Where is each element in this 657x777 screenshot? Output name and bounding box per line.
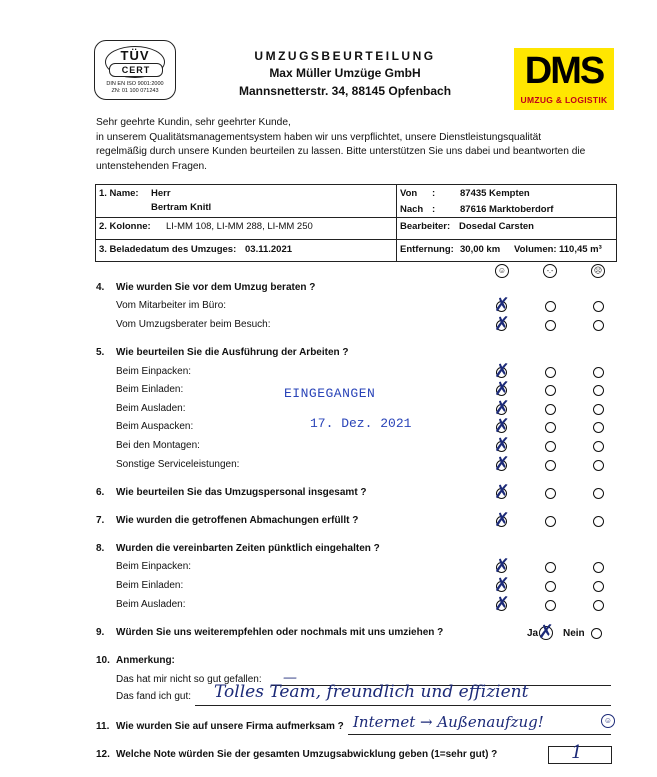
q5-sub: Beim Auspacken: (116, 421, 194, 432)
q11-answer-line (348, 734, 611, 735)
name-label: 1. Name: (99, 188, 139, 199)
rating-radio-bad[interactable] (593, 581, 604, 592)
tuv-iso-line: DIN EN ISO 9001:2000 (106, 81, 164, 87)
rating-radio-bad[interactable] (593, 488, 604, 499)
q10-text: Anmerkung: (116, 655, 175, 666)
rating-radio-neutral[interactable] (545, 301, 556, 312)
q5-sub: Bei den Montagen: (116, 440, 200, 451)
q9-ja-mark: ✗ (538, 622, 554, 643)
rating-radio-neutral[interactable] (545, 404, 556, 415)
q12-answer: 1 (571, 742, 583, 763)
rating-radio-neutral[interactable] (545, 516, 556, 527)
rating-mark: ✗ (494, 594, 510, 615)
bearbeiter-value: Dosedal Carsten (459, 221, 534, 232)
q11-answer: Internet → Außenaufzug! (353, 713, 544, 731)
tuv-brand: TÜV (120, 48, 150, 63)
q5-sub: Sonstige Serviceleistungen: (116, 459, 240, 470)
rating-radio-neutral[interactable] (545, 441, 556, 452)
q10-sub1: Das hat mir nicht so gut gefallen: (116, 674, 262, 685)
q9-ja-label: Ja (527, 628, 539, 639)
von-value: 87435 Kempten (460, 188, 530, 199)
divider (396, 185, 397, 261)
name-salutation: Herr (151, 188, 171, 199)
entfernung-label: Entfernung: (400, 244, 454, 255)
q5-number: 5. (96, 347, 105, 358)
intro-text (96, 116, 626, 174)
received-stamp: EINGEGANGEN (284, 386, 376, 401)
q10-sub2: Das fand ich gut: (116, 691, 192, 702)
kolonne-value: LI-MM 108, LI-MM 288, LI-MM 250 (166, 221, 313, 232)
dms-brand: DMS (524, 50, 604, 92)
q10-answer1: — (283, 670, 297, 686)
rating-radio-bad[interactable] (593, 385, 604, 396)
intro-line: untenstehenden Fragen. (96, 160, 208, 172)
divider (96, 239, 616, 240)
tuv-zn-line: ZN: 01 100 071243 (111, 88, 159, 94)
rating-radio-bad[interactable] (593, 422, 604, 433)
q5-sub: Beim Einpacken: (116, 366, 192, 377)
q7-text: Wie wurden die getroffenen Abmachungen erfüllt ? (116, 515, 359, 526)
tuv-cert-label: CERT (109, 63, 163, 77)
happy-face-icon: ☺ (495, 264, 509, 278)
intro-line: Sehr geehrte Kundin, sehr geehrter Kunde, (96, 117, 291, 128)
entfernung-value: 30,00 km (460, 244, 501, 255)
rating-mark: ✗ (494, 435, 510, 456)
q8-sub: Beim Ausladen: (116, 599, 186, 610)
intro-line: regelmäßig durch unsere Kunden beurteilen zu lassen. Bitte unterstützen Sie uns dabei und beantworten die (96, 146, 586, 157)
q7-number: 7. (96, 515, 105, 526)
intro-line: in unserem Qualitätsmanagementsystem haben wir uns verpflichtet, unsere Dienstleistungsqualität (96, 131, 542, 143)
tuv-cert-logo (94, 40, 176, 100)
q12-text: Welche Note würden Sie der gesamten Umzugsabwicklung geben (1=sehr gut) ? (116, 749, 498, 760)
q5-sub: Beim Einladen: (116, 384, 184, 395)
q8-number: 8. (96, 543, 105, 554)
rating-mark: ✗ (494, 556, 510, 577)
q9-number: 9. (96, 627, 105, 638)
q4-text: Wie wurden Sie vor dem Umzug beraten ? (116, 282, 316, 293)
rating-mark: ✗ (494, 314, 510, 335)
q10-answer2: Tolles Team, freundlich und effizient (214, 682, 529, 702)
q12-number: 12. (96, 749, 110, 760)
rating-mark: ✗ (494, 295, 510, 316)
q10-answer2-line (195, 705, 611, 706)
received-stamp-date: 17. Dez. 2021 (310, 416, 412, 431)
rating-mark: ✗ (494, 379, 510, 400)
rating-radio-bad[interactable] (593, 441, 604, 452)
rating-radio-bad[interactable] (593, 320, 604, 331)
q5-text: Wie beurteilen Sie die Ausführung der Arbeiten ? (116, 347, 349, 358)
rating-mark: ✗ (494, 361, 510, 382)
q10-number: 10. (96, 655, 110, 666)
q9-nein-radio[interactable] (591, 628, 602, 639)
rating-radio-neutral[interactable] (545, 385, 556, 396)
nach-colon: : (432, 204, 436, 215)
rating-radio-bad[interactable] (593, 600, 604, 611)
smiley-drawing-icon: ☺ (601, 714, 615, 728)
q6-text: Wie beurteilen Sie das Umzugspersonal insgesamt ? (116, 487, 367, 498)
rating-radio-neutral[interactable] (545, 600, 556, 611)
von-label: Von (400, 188, 418, 199)
rating-mark: ✗ (494, 575, 510, 596)
rating-radio-bad[interactable] (593, 562, 604, 573)
rating-mark: ✗ (494, 398, 510, 419)
q5-sub: Beim Ausladen: (116, 403, 186, 414)
nach-value: 87616 Marktoberdorf (460, 204, 554, 215)
company-name: Max Müller Umzüge GmbH (269, 66, 421, 80)
nach-label: Nach (400, 204, 424, 215)
rating-radio-bad[interactable] (593, 404, 604, 415)
q6-number: 6. (96, 487, 105, 498)
rating-radio-neutral[interactable] (545, 320, 556, 331)
q11-text: Wie wurden Sie auf unsere Firma aufmerksam ? (116, 721, 344, 732)
company-address: Mannsnetterstr. 34, 88145 Opfenbach (238, 84, 452, 98)
neutral-face-icon: -.- (543, 264, 557, 278)
q9-text: Würden Sie uns weiterempfehlen oder nochmals mit uns umziehen ? (116, 627, 444, 638)
kolonne-label: 2. Kolonne: (99, 221, 151, 232)
rating-radio-neutral[interactable] (545, 488, 556, 499)
page-title: UMZUGSBEURTEILUNG (254, 49, 436, 63)
divider (396, 217, 616, 218)
rating-radio-neutral[interactable] (545, 422, 556, 433)
q8-sub: Beim Einladen: (116, 580, 184, 591)
sad-face-icon: ☹ (591, 264, 605, 278)
rating-mark: ✗ (494, 454, 510, 475)
q8-text: Wurden die vereinbarten Zeiten pünktlich eingehalten ? (116, 543, 380, 554)
rating-radio-bad[interactable] (593, 460, 604, 471)
q4-sub: Vom Umzugsberater beim Besuch: (116, 319, 271, 330)
rating-mark: ✗ (494, 510, 510, 531)
date-value: 03.11.2021 (245, 244, 293, 255)
q4-number: 4. (96, 282, 105, 293)
divider (96, 217, 396, 218)
rating-radio-bad[interactable] (593, 516, 604, 527)
q9-nein-label: Nein (563, 628, 585, 639)
rating-radio-bad[interactable] (593, 367, 604, 378)
q8-sub: Beim Einpacken: (116, 561, 192, 572)
rating-radio-neutral[interactable] (545, 460, 556, 471)
von-colon: : (432, 188, 436, 199)
name-value: Bertram Knitl (151, 202, 212, 213)
rating-mark: ✗ (494, 482, 510, 503)
q4-sub: Vom Mitarbeiter im Büro: (116, 300, 227, 311)
bearbeiter-label: Bearbeiter: (400, 221, 451, 232)
date-label: 3. Beladedatum des Umzuges: (99, 244, 237, 255)
volumen-value: 110,45 m³ (559, 244, 602, 255)
dms-tagline: UMZUG & LOGISTIK (520, 95, 608, 105)
rating-radio-neutral[interactable] (545, 562, 556, 573)
rating-mark: ✗ (494, 416, 510, 437)
info-table (95, 184, 617, 262)
q11-number: 11. (96, 721, 110, 732)
volumen-label: Volumen: (514, 244, 557, 255)
dms-logo (514, 48, 614, 110)
rating-radio-bad[interactable] (593, 301, 604, 312)
rating-radio-neutral[interactable] (545, 367, 556, 378)
rating-radio-neutral[interactable] (545, 581, 556, 592)
